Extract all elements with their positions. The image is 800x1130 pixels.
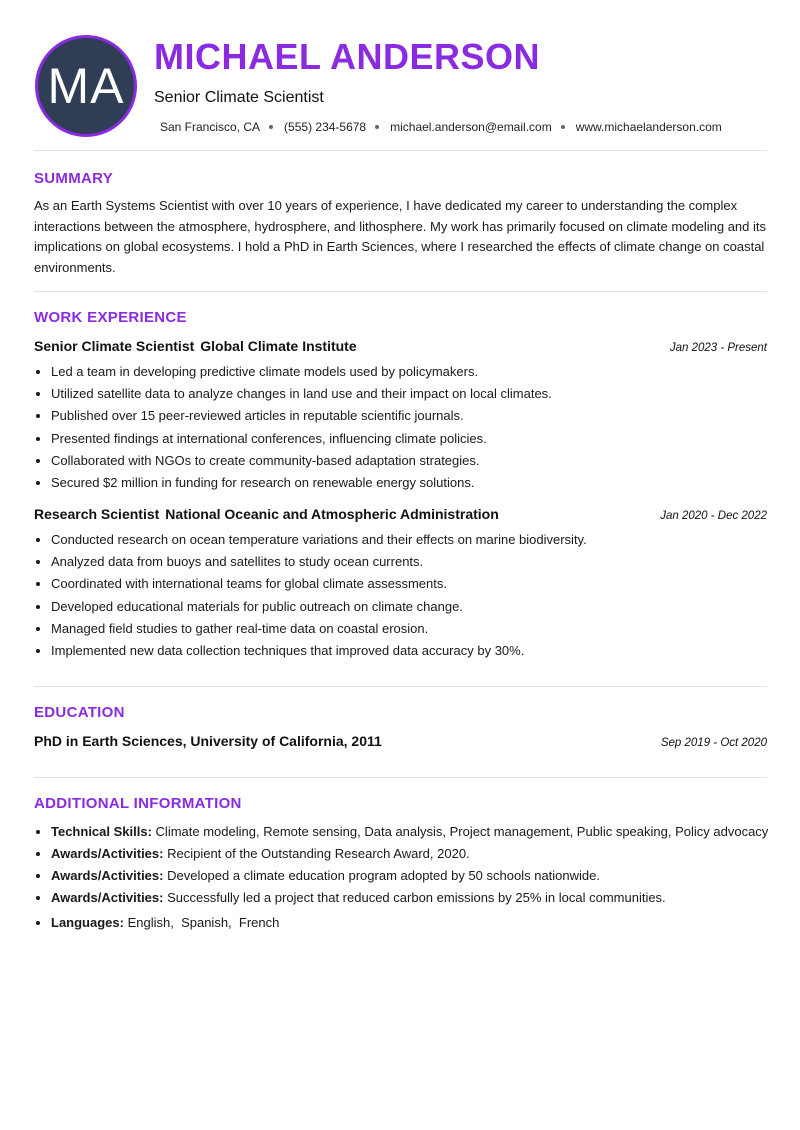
job-dates: Jan 2023 - Present	[669, 342, 767, 354]
separator-dot	[269, 125, 273, 129]
section-title-additional-information: ADDITIONAL INFORMATION	[34, 795, 242, 812]
list-item: • Developed educational materials for public outreach on climate change.	[51, 596, 587, 618]
list-item: • Analyzed data from buoys and satellites to study ocean currents.	[51, 551, 587, 573]
item-label: Languages:	[51, 915, 124, 930]
job-company: National Oceanic and Atmospheric Administration	[165, 506, 499, 522]
separator-dot	[375, 125, 379, 129]
item-text: English, Spanish, French	[127, 915, 280, 930]
contact-phone: (555) 234-5678	[284, 120, 367, 134]
contact-location: San Francisco, CA	[160, 120, 261, 134]
candidate-name: MICHAEL ANDERSON	[154, 36, 541, 77]
education-dates: Sep 2019 - Oct 2020	[660, 737, 767, 749]
list-item: • Collaborated with NGOs to create community-based adaptation strategies.	[51, 450, 552, 472]
section-title-summary: SUMMARY	[34, 170, 114, 187]
list-item: • Utilized satellite data to analyze changes in land use and their impact on local climates.	[51, 383, 552, 405]
job-company: Global Climate Institute	[200, 338, 357, 354]
item-label: Awards/Activities:	[51, 846, 164, 861]
avatar: MA	[35, 35, 137, 137]
divider	[34, 150, 767, 151]
list-item: • Led a team in developing predictive climate models used by policymakers.	[51, 361, 552, 383]
job-header	[34, 506, 767, 522]
item-text: Recipient of the Outstanding Research Award, 2020.	[167, 846, 470, 861]
list-item	[51, 888, 771, 907]
summary-text: As an Earth Systems Scientist with over 10 years of experience, I have dedicated my career to understanding the complex interactions between the atmosphere, hydrosphere, and lithosphere. My work has primarily focused on climate modeling and its implications on global ecosystems. I hold a PhD in Earth Sciences, where I researched the effects of climate change on coastal environments.	[34, 198, 766, 275]
job-title: Senior Climate Scientist	[154, 89, 324, 106]
job-role	[34, 338, 357, 354]
list-item: • Presented findings at international conferences, influencing climate policies.	[51, 428, 552, 450]
divider	[34, 777, 767, 778]
list-item: • Conducted research on ocean temperature variations and their effects on marine biodiversity.	[51, 529, 587, 551]
contact-website[interactable]: www.michaelanderson.com	[575, 120, 722, 134]
job-bullets	[34, 361, 552, 494]
education-entry	[34, 733, 767, 749]
job-bullets	[34, 529, 587, 662]
section-title-work-experience: WORK EXPERIENCE	[34, 309, 187, 326]
job-position: Research Scientist	[34, 506, 160, 522]
item-label: Awards/Activities:	[51, 890, 164, 905]
section-title-education: EDUCATION	[34, 704, 125, 721]
list-item	[51, 844, 771, 863]
divider	[34, 291, 767, 292]
list-item	[51, 822, 771, 841]
education-degree: PhD in Earth Sciences, University of California, 2011	[34, 733, 382, 749]
list-item: • Coordinated with international teams for global climate assessments.	[51, 573, 587, 595]
additional-info-list	[34, 822, 771, 935]
list-item	[51, 866, 771, 885]
item-label: Technical Skills:	[51, 824, 152, 839]
list-item: • Published over 15 peer-reviewed articles in reputable scientific journals.	[51, 405, 552, 427]
list-item	[51, 913, 771, 932]
separator-dot	[561, 125, 565, 129]
item-text: Climate modeling, Remote sensing, Data analysis, Project management, Public speaking, Policy advocacy	[155, 824, 769, 839]
list-item: • Managed field studies to gather real-time data on coastal erosion.	[51, 618, 587, 640]
job-position: Senior Climate Scientist	[34, 338, 195, 354]
divider	[34, 686, 767, 687]
item-text: Developed a climate education program adopted by 50 schools nationwide.	[167, 868, 600, 883]
job-header	[34, 338, 767, 354]
item-text: Successfully led a project that reduced carbon emissions by 25% in local communities.	[167, 890, 666, 905]
list-item: • Secured $2 million in funding for research on renewable energy solutions.	[51, 472, 552, 494]
job-dates: Jan 2020 - Dec 2022	[660, 510, 767, 522]
item-label: Awards/Activities:	[51, 868, 164, 883]
contact-bar	[160, 120, 722, 134]
list-item: • Implemented new data collection techniques that improved data accuracy by 30%.	[51, 640, 587, 662]
job-role	[34, 506, 499, 522]
contact-email[interactable]: michael.anderson@email.com	[390, 120, 552, 134]
